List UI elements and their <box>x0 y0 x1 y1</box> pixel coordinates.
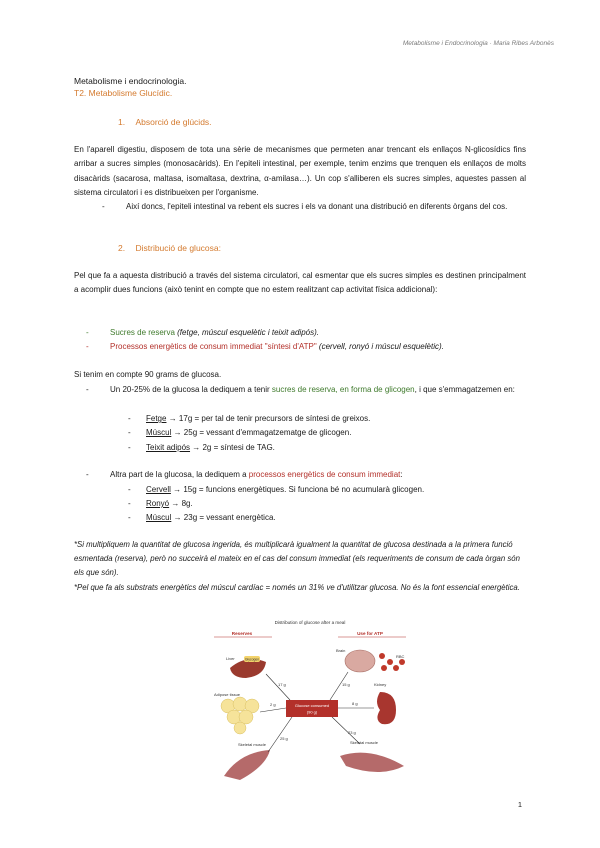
energy-intro: Altra part de la glucosa, la dediquem a <box>110 470 249 479</box>
dash-icon: - <box>128 414 131 423</box>
brain-label: Brain <box>336 648 346 653</box>
amount-kidney: 8 g <box>352 701 358 706</box>
energy-text: → 8g. <box>169 499 193 508</box>
note-cardiac: *Pel que fa als substrats energètics del múscul cardíac = només un 31% ve d'utilitzar glucosa. No és la font essencial energètica. <box>74 583 520 592</box>
dash-icon: - <box>102 202 105 211</box>
function-reserve-detail: (fetge, múscul esquelètic i teixit adipós). <box>174 328 319 337</box>
dash-icon: - <box>86 385 89 394</box>
reserve-text: → 25g = vessant d'emmagatzematge de glicogen. <box>171 428 352 437</box>
kidney-icon <box>377 692 396 724</box>
function-reserve <box>86 326 526 340</box>
amount-adipose: 2 g <box>270 702 276 707</box>
reserve-organ: Fetge <box>146 414 167 423</box>
dash-icon: - <box>128 428 131 437</box>
liver-label: Liver <box>226 656 235 661</box>
energy-organ: Ronyó <box>146 499 170 508</box>
section-1-bullet-text: Així doncs, l'epiteli intestinal va rebent els sucres i els va donant una distribució en diferents òrgans del cos. <box>126 202 508 211</box>
brain-icon <box>345 650 375 672</box>
atp-label: Use for ATP <box>357 631 383 636</box>
energy-item <box>128 497 193 511</box>
reserve-item <box>128 426 351 440</box>
function-energy-main: Processos energètics de consum immediat "síntesi d'ATP" <box>110 342 317 351</box>
function-energy <box>86 340 526 354</box>
muscle-reserve-icon <box>224 750 270 780</box>
figure-svg <box>210 616 410 784</box>
dash-icon: - <box>128 499 131 508</box>
reserve-organ: Teixit adipós <box>146 443 191 452</box>
section-2-paragraph: Pel que fa a aquesta distribució a través del sistema circulatori, cal esmentar que els sucres simples es destinen principalment a acomplir dues funcions (això tenint en compte que no estem realitzant cap activitat física addicional): <box>74 271 526 295</box>
section-2-number: 2. <box>118 243 126 253</box>
amount-muscle-atp: 23 g <box>348 730 356 735</box>
dash-icon: - <box>86 470 89 479</box>
figure-title: Distribution of glucose after a meal <box>274 620 346 625</box>
energy-text: → 23g = vessant energètica. <box>171 513 276 522</box>
energy-highlight: processos energètics de consum immediat <box>248 470 401 479</box>
amount-brain: 15 g <box>342 682 350 687</box>
energy-text: → 15g = funcions energètiques. Si funciona bé no acumularà glicogen. <box>170 485 425 494</box>
muscle-reserve-label: Skeletal muscle <box>238 742 267 747</box>
course-title: Metabolisme i endocrinologia. <box>74 76 187 86</box>
dash-icon: - <box>128 485 131 494</box>
energy-item <box>128 511 276 525</box>
function-energy-detail: (cervell, ronyó i múscul esquelètic). <box>316 342 444 351</box>
amount-liver: 17 g <box>278 682 286 687</box>
dash-icon: - <box>128 443 131 452</box>
section-1-number: 1. <box>118 117 126 127</box>
amount-muscle-reserve: 25 g <box>280 736 288 741</box>
topic-title: T2. Metabolisme Glucídic. <box>74 88 173 98</box>
reserve-organ: Múscul <box>146 428 172 437</box>
adipose-icon <box>221 697 259 734</box>
kidney-label: Kidney <box>374 682 387 687</box>
reserves-label: Reserves <box>231 631 253 636</box>
dash-icon: - <box>128 513 131 522</box>
energy-item <box>128 483 424 497</box>
dash-icon: - <box>86 328 89 337</box>
reserve-text: → 2g = síntesi de TAG. <box>190 443 275 452</box>
intake-line: Si tenim en compte 90 grams de glucosa. <box>74 370 222 379</box>
glucose-distribution-figure <box>210 616 410 784</box>
energy-organ: Cervell <box>146 485 171 494</box>
rbc-label: RBC <box>396 654 405 659</box>
dash-icon: - <box>86 342 89 351</box>
energy-organ: Múscul <box>146 513 172 522</box>
section-1-bullet <box>102 200 526 214</box>
energy-tail: : <box>400 470 403 479</box>
section-1-heading <box>118 117 212 127</box>
running-head: Metabolisme i Endocrinologia · Maria Ribes Arbonès <box>402 40 554 47</box>
reserve-bullet <box>86 383 526 397</box>
reserve-highlight: sucres de reserva, en forma de glicogen <box>271 385 415 394</box>
section-2-heading <box>118 243 221 253</box>
center-label: Glucose consumed <box>294 703 330 708</box>
function-reserve-main: Sucres de reserva <box>110 328 175 337</box>
muscle-atp-icon <box>340 753 404 772</box>
section-1-paragraph: En l'aparell digestiu, disposem de tota una sèrie de mecanismes que permeten anar trencant els enllaços N-glicosídics fins arribar a sucres simples (monosacàrids). En l'epiteli intestinal, per exemple, tenim enzims que trenquen els enllaços de molts disacàrids (sacarosa, maltasa, isomaltasa, dextrina, α-amilasa…). Un cop s'alliberen els sucres simples, aquestes passen al sistema circulatori i es distribueixen per l'organisme. <box>74 145 526 198</box>
reserve-tail: , i que s'emmagatzemen en: <box>414 385 515 394</box>
glycogen-label: Glycogen <box>244 657 260 662</box>
reserve-intro: Un 20-25% de la glucosa la dediquem a tenir <box>110 385 272 394</box>
note-reserve: *Si multipliquem la quantitat de glucosa ingerida, és multiplicarà igualment la quantitat de glucosa destinada a la primera funció esmentada (reserva), però no succeirà el mateix en el cas del consum immediat (els requeriments de consum de cada òrgan són els que són). <box>74 540 520 578</box>
muscle-atp-label: Skeletal muscle <box>350 740 379 745</box>
section-1-title: Absorció de glúcids. <box>135 117 212 127</box>
center-amount: (90 g) <box>306 709 318 715</box>
reserve-item <box>128 441 275 455</box>
energy-bullet <box>86 468 526 482</box>
reserve-text: → 17g = per tal de tenir precursors de síntesi de greixos. <box>166 414 371 423</box>
section-2-title: Distribució de glucosa: <box>135 243 221 253</box>
adipose-label: Adipose tissue <box>214 692 241 697</box>
page-number: 1 <box>517 800 522 809</box>
reserve-item <box>128 412 370 426</box>
